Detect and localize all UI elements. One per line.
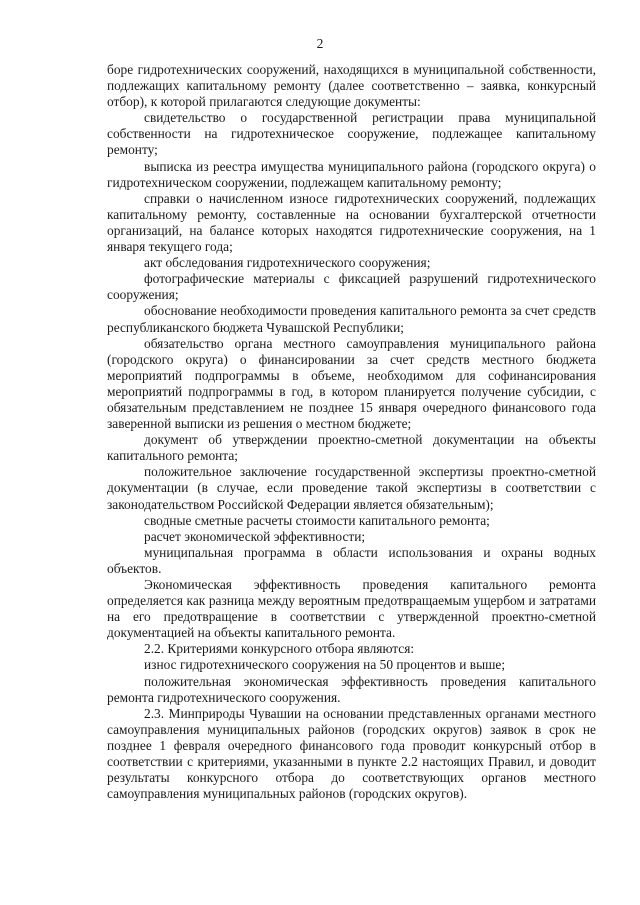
paragraph: акт обследования гидротехнического сооружения; [144, 255, 431, 271]
paragraph: свидетельство о государственной регистрации права муниципальной собственности на гидротехническое сооружение, подлежащее капитальному ремонту; [107, 110, 596, 158]
paragraph: расчет экономической эффективности; [144, 528, 366, 544]
paragraph: 2.2. Критериями конкурсного отбора являются: [144, 641, 415, 657]
document-body [107, 62, 596, 802]
paragraph: справки о начисленном износе гидротехнических сооружений, подлежащих капитальному ремонту, составленные на основании бухгалтерской отчетности организаций, на балансе которых находятся гидротехнические сооружения, на 1 января текущего года; [107, 190, 596, 255]
paragraph: Экономическая эффективность проведения капитального ремонта определяется как разница между вероятным предотвращаемым ущербом и затратами на его предотвращение в соответствии с утвержденной проектно-сметной документацией на объекты капитального ремонта. [107, 577, 596, 641]
paragraph: выписка из реестра имущества муниципального района (городского округа) о гидротехническом сооружении, подлежащем капитальному ремонту; [107, 158, 596, 190]
paragraph: износ гидротехнического сооружения на 50 процентов и выше; [144, 657, 506, 673]
paragraph: положительная экономическая эффективность проведения капитального ремонта гидротехнического сооружения. [107, 673, 596, 705]
paragraph: боре гидротехнических сооружений, находящихся в муниципальной собственности, подлежащих капитальному ремонту (далее соответственно – заявка, конкурсный отбор), к которой прилагаются следующие документы: [107, 62, 596, 110]
page-number: 2 [316, 36, 324, 51]
paragraph: документ об утверждении проектно-сметной документации на объекты капитального ремонта; [107, 432, 596, 464]
paragraph: обязательство органа местного самоуправления муниципального района (городского округа) о финансировании за счет средств местного бюджета мероприятий подпрограммы в объеме, необходимом для софинансирования мероприятий подпрограммы в год, в котором планируется получение субсидии, с обязательным представлением не позднее 15 января очередного финансового года заверенной выписки из решения о местном бюджете; [107, 335, 596, 432]
paragraph: муниципальная программа в области использования и охраны водных объектов. [107, 544, 596, 576]
paragraph: 2.3. Минприроды Чувашии на основании представленных органами местного самоуправления муниципальных районов (городских округов) заявок в срок не позднее 1 февраля очередного финансового года проводит конкурсный отбор в соответствии с критериями, указанными в пункте 2.2 настоящих Правил, и доводит результаты конкурсного отбора до соответствующих органов местного самоуправления муниципальных районов (городских округов). [107, 705, 596, 802]
paragraph: сводные сметные расчеты стоимости капитального ремонта; [144, 512, 490, 528]
paragraph: фотографические материалы с фиксацией разрушений гидротехнического сооружения; [107, 271, 596, 303]
paragraph: обоснование необходимости проведения капитального ремонта за счет средств республиканского бюджета Чувашской Республики; [107, 303, 596, 335]
paragraph: положительное заключение государственной экспертизы проектно-сметной документации (в случае, если проведение такой экспертизы в соответствии с законодательством Российской Федерации является обязательным); [107, 464, 596, 512]
